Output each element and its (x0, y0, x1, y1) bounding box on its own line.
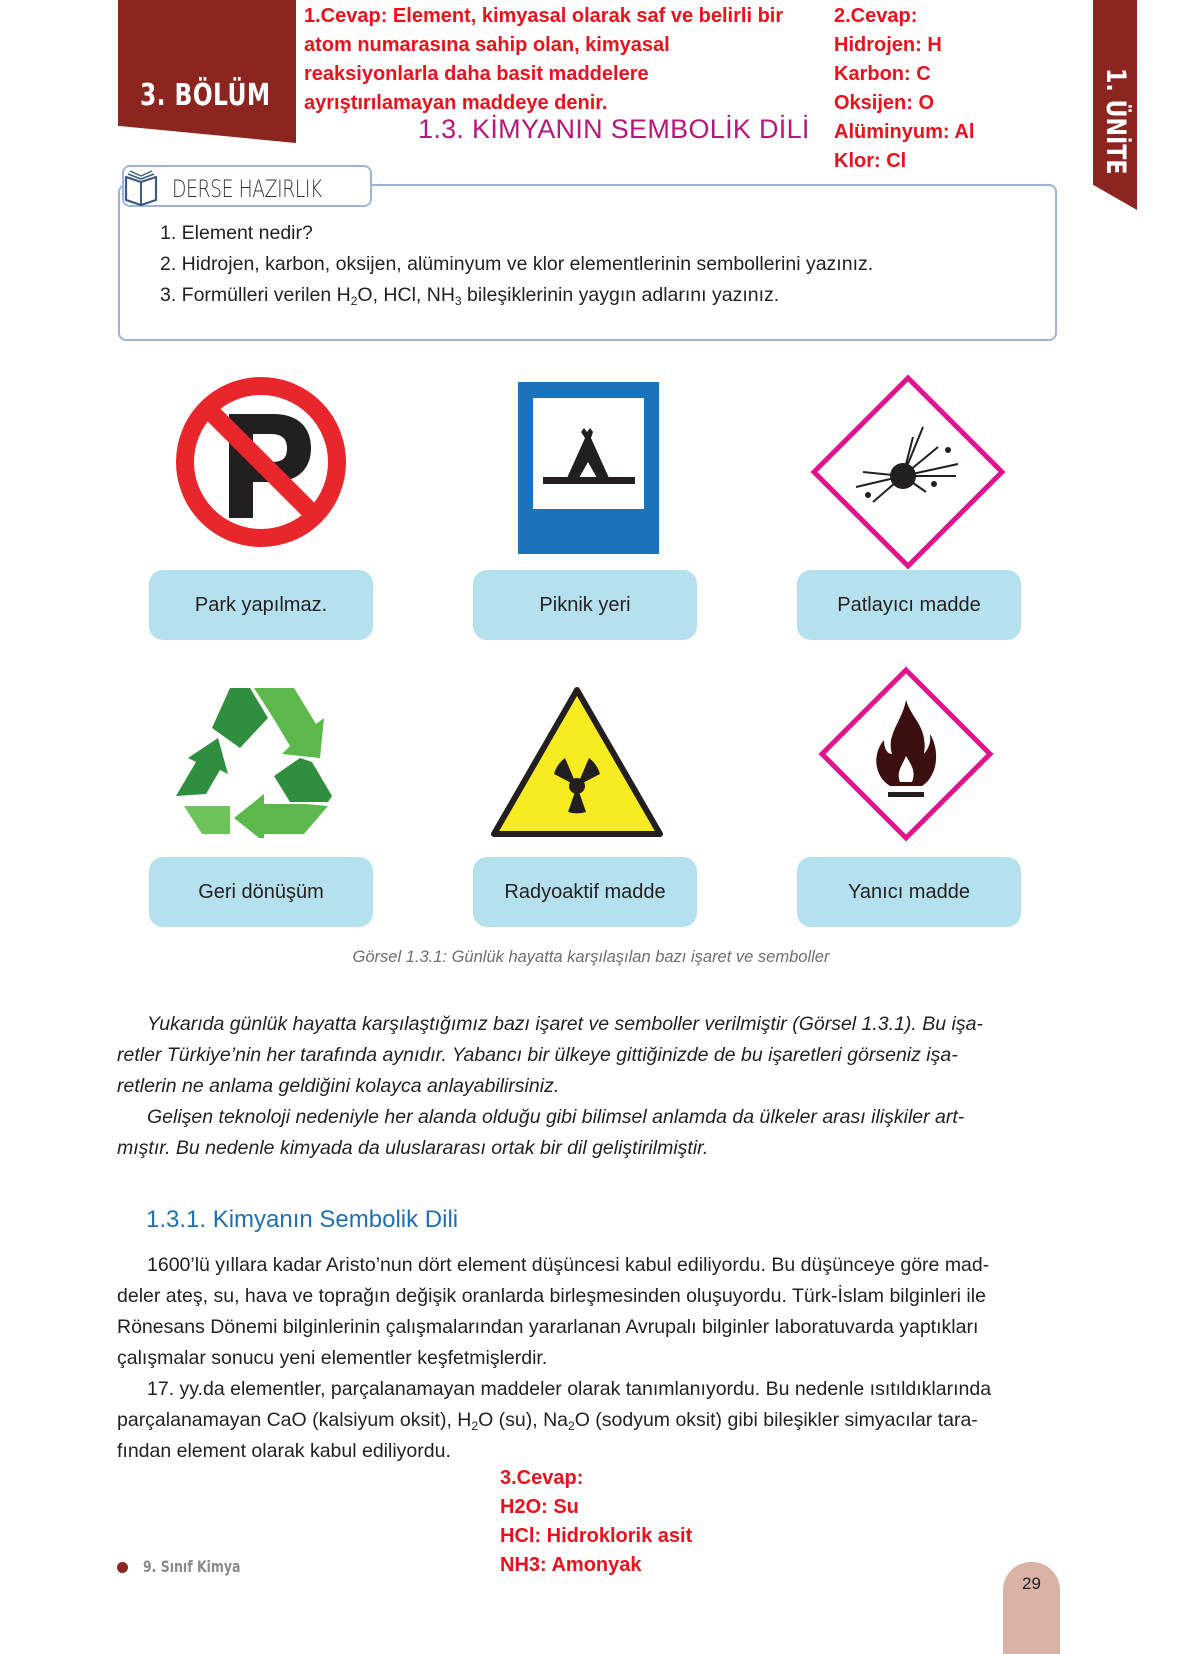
sign-label-recycle: Geri dönüşüm (149, 857, 373, 927)
answer-line: Karbon: C (834, 63, 931, 85)
subsection-heading: 1.3.1. Kimyanın Sembolik Dili (146, 1206, 459, 1233)
section-title: 1.3. KİMYANIN SEMBOLİK DİLİ (418, 114, 810, 144)
answer-line: 2.Cevap: (834, 5, 918, 27)
flammable-hazard-icon (816, 664, 996, 844)
answer-line: 1.Cevap: Element, kimyasal olarak saf ve belirli bir (304, 5, 784, 27)
unit-label: 1. ÜNİTE (1100, 68, 1131, 175)
answer-line: Alüminyum: Al (834, 121, 975, 143)
answer-line: atom numarasına sahip olan, kimyasal (304, 34, 670, 56)
section-paragraph-2: 17. yy.da elementler, parçalanamayan maddeler olarak tanımlanıyordu. Bu nedenle ısıtıldıklarında parçalanamayan CaO (kalsiyum oksit), $H_2O$ (su), $Na_2O$ (sodyum oksit) gibi bileşikler simyacılar tara- fından element olarak kabul ediliyordu. (117, 1378, 992, 1462)
prep-question-3: 3. Formülleri verilen $H_2O$, HCl, $NH_3$ bileşiklerinin yaygın adlarını yazınız. (160, 284, 780, 308)
answer-line: 3.Cevap: (500, 1467, 584, 1489)
answer-line: Hidrojen: H (834, 34, 942, 56)
explosive-hazard-icon (808, 372, 1008, 572)
chapter-label: 3. BÖLÜM (140, 78, 271, 113)
answer-line: H2O: Su (500, 1496, 579, 1518)
figure-caption: Görsel 1.3.1: Günlük hayatta karşılaşılan bazı işaret ve semboller (352, 948, 830, 966)
footer-book-title: 9. Sınıf Kimya (143, 1557, 241, 1576)
intro-paragraph-1: Yukarıda günlük hayatta karşılaştığımız bazı işaret ve semboller verilmiştir (Görsel 1.3.1). Bu işa- retler Türkiye’nin her tarafında aynıdır. Yabancı bir ülkeye gittiğinizde de bu işaretleri görseniz işa- retlerin ne anlama geldiğini kolayca anlayabilirsiniz. (117, 1013, 983, 1097)
page-number: 29 (1022, 1574, 1041, 1593)
sign-label-flammable: Yanıcı madde (797, 857, 1021, 927)
prep-question-2: 2. Hidrojen, karbon, oksijen, alüminyum ve klor elementlerinin sembollerini yazınız. (160, 253, 874, 275)
prep-title: DERSE HAZIRLIK (172, 175, 322, 203)
sign-label-explosive: Patlayıcı madde (797, 570, 1021, 640)
answer-line: Oksijen: O (834, 92, 935, 114)
sign-label-radioactive: Radyoaktif madde (473, 857, 697, 927)
open-book-icon (122, 168, 160, 206)
no-parking-icon (173, 374, 349, 550)
answer-line: Klor: Cl (834, 150, 907, 172)
radioactive-icon (490, 686, 664, 838)
sign-label-no-parking: Park yapılmaz. (149, 570, 373, 640)
section-paragraph-1: 1600’lü yıllara kadar Aristo’nun dört element düşüncesi kabul ediliyordu. Bu düşünceye göre mad- deler ateş, su, hava ve toprağın değişik oranlarda birleşmesinden oluşuyordu. Türk-İslam bilginleri ile Rönesans Dönemi bilginlerinin çalışmalarından yararlanan Avrupalı bilginler laboratuvarda yaptıkları çalışmalar sonucu yeni elementler keşfetmişlerdir. (117, 1254, 990, 1369)
sign-label-picnic: Piknik yeri (473, 570, 697, 640)
answer-line: reaksiyonlarla daha basit maddelere (304, 63, 649, 85)
answer-line: ayrıştırılamayan maddeye denir. (304, 92, 608, 114)
recycle-icon (172, 678, 352, 838)
chapter-banner (118, 0, 296, 143)
answer-3-annotation (500, 1464, 800, 1580)
answer-2-annotation (834, 2, 1054, 176)
prep-question-1: 1. Element nedir? (160, 222, 313, 244)
answer-line: NH3: Amonyak (500, 1554, 642, 1576)
answer-line: HCl: Hidroklorik asit (500, 1525, 693, 1547)
prep-questions (160, 218, 873, 311)
picnic-tent-icon (518, 382, 659, 554)
intro-paragraph-2: Gelişen teknoloji nedeniyle her alanda olduğu gibi bilimsel anlamda da ülkeler arası ilişkiler art- mıştır. Bu nedenle kimyada da uluslararası ortak bir dil geliştirilmiştir. (117, 1106, 965, 1159)
footer-bullet-icon (117, 1562, 128, 1573)
answer-1-annotation (304, 2, 824, 118)
